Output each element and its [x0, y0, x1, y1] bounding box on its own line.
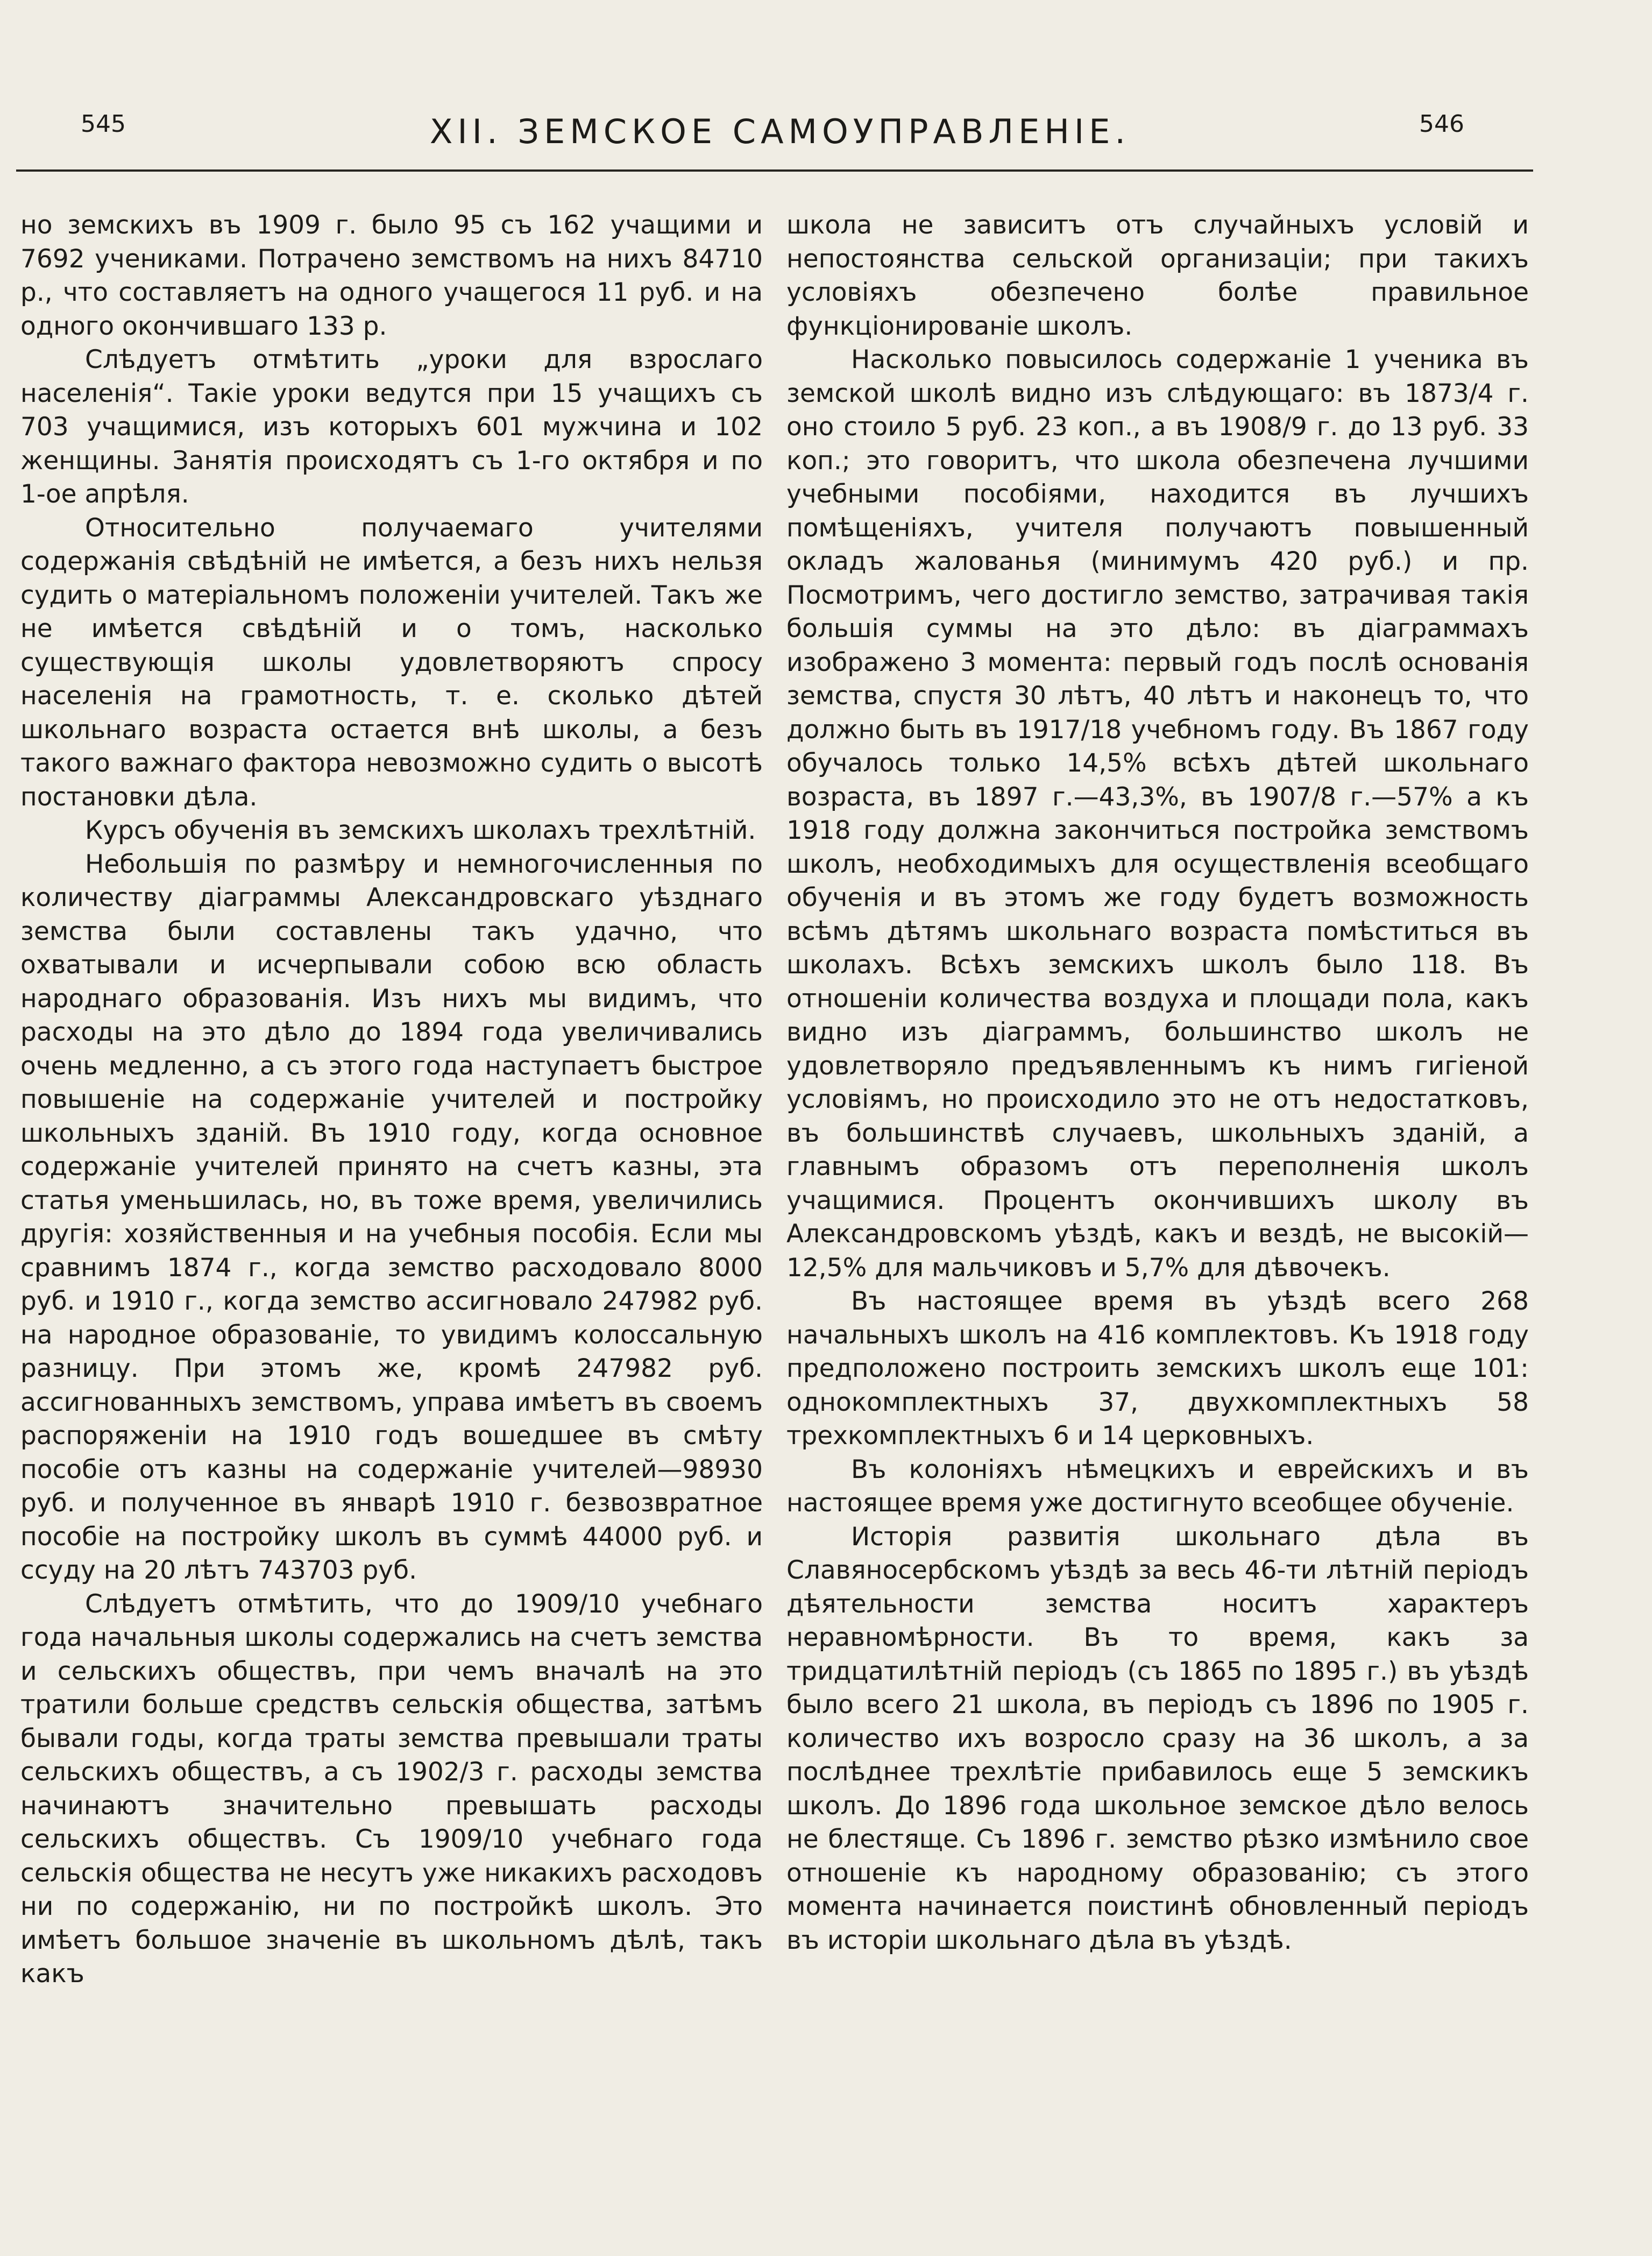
paragraph: школа не зависитъ отъ случайныхъ условій и непостоянства сельской организаціи; при такихъ условіяхъ обезпечено болѣе правильное функціонированіе школъ. [786, 210, 1529, 341]
page-number-right: 546 [1419, 110, 1464, 138]
header-rule [16, 169, 1533, 172]
paragraph: Насколько повысилось содержаніе 1 ученика въ земской школѣ видно изъ слѣдующаго: въ 1873/4 г. оно стоило 5 руб. 23 коп., а въ 1908/9 г. до 13 руб. 33 коп.; это говоритъ, что школа обезпечена лучшими учебными пособіями, находится въ лучшихъ помѣщеніяхъ, учителя получаютъ повышенный окладъ жалованья (минимумъ 420 руб.) и пр. Посмотримъ, чего достигло земство, затрачивая такія большія суммы на это дѣло: въ діаграммахъ изображено 3 момента: первый годъ послѣ основанія земства, спустя 30 лѣтъ, 40 лѣтъ и наконецъ то, что должно быть въ 1917/18 учебномъ году. Въ 1867 году обучалось только 14,5% всѣхъ дѣтей школьнаго возраста, въ 1897 г.—43,3%, въ 1907/8 г.—57% а къ 1918 году должна закончиться постройка земствомъ школъ, необходимыхъ для осуществленія всеобщаго обученія и въ этомъ же году будетъ возможность всѣмъ дѣтямъ школьнаго возраста помѣститься въ школахъ. Всѣхъ земскихъ школъ было 118. Въ отношеніи количества воздуха и площади пола, какъ видно изъ діаграммъ, большинство школъ не удовлетворяло предъявленнымъ къ нимъ гигіеной условіямъ, но происходило это не отъ недостатковъ, въ большинствѣ случаевъ, школьныхъ зданій, а главнымъ образомъ отъ переполненія школъ учащимися. Процентъ окончившихъ школу въ Александровскомъ уѣздѣ, какъ и вездѣ, не высокій—12,5% для мальчиковъ и 5,7% для дѣвочекъ. [786, 345, 1529, 1283]
paragraph: Слѣдуетъ отмѣтить, что до 1909/10 учебнаго года начальныя школы содержались на счетъ земства и сельскихъ обществъ, при чемъ вначалѣ на это тратили больше средствъ сельскія общества, затѣмъ бывали годы, когда траты земства превышали траты сельскихъ обществъ, а съ 1902/3 г. расходы земства начинаютъ значительно превышать расходы сельскихъ обществъ. Съ 1909/10 учебнаго года сельскія общества не несутъ уже никакихъ расходовъ ни по содержанію, ни по постройкѣ школъ. Это имѣетъ большое значеніе въ школьномъ дѣлѣ, такъ какъ [20, 1589, 763, 1989]
paragraph: Курсъ обученія въ земскихъ школахъ трехлѣтній. [85, 816, 756, 845]
left-column [20, 209, 763, 1991]
paragraph: Исторія развитія школьнаго дѣла въ Славяносербскомъ уѣздѣ за весь 46-ти лѣтній періодъ дѣятельности земства носитъ характеръ неравномѣрности. Въ то время, какъ за тридцатилѣтній періодъ (съ 1865 по 1895 г.) въ уѣздѣ было всего 21 школа, въ періодъ съ 1896 по 1905 г. количество ихъ возросло сразу на 36 школъ, а за послѣднее трехлѣтіе прибавилось еще 5 земскикъ школъ. До 1896 года школьное земское дѣло велось не блестяще. Съ 1896 г. земство рѣзко измѣнило свое отношеніе къ народному образованію; съ этого момента начинается поистинѣ обновленный періодъ въ исторіи школьнаго дѣла въ уѣздѣ. [786, 1522, 1529, 1955]
paragraph: Слѣдуетъ отмѣтить „уроки для взрослаго населенія“. Такіе уроки ведутся при 15 учащихъ съ 703 учащимися, изъ которыхъ 601 мужчина и 102 женщины. Занятія происходятъ съ 1-го октября и по 1-ое апрѣля. [20, 345, 763, 509]
paragraph: Небольшія по размѣру и немногочисленныя по количеству діаграммы Александровскаго уѣзднаго земства были составлены такъ удачно, что охватывали и исчерпывали собою всю область народнаго образованія. Изъ нихъ мы видимъ, что расходы на это дѣло до 1894 года увеличивались очень медленно, а съ этого года наступаетъ быстрое повышеніе на содержаніе учителей и постройку школьныхъ зданій. Въ 1910 году, когда основное содержаніе учителей принято на счетъ казны, эта статья уменьшилась, но, въ тоже время, увеличились другія: хозяйственныя и на учебныя пособія. Если мы сравнимъ 1874 г., когда земство расходовало 8000 руб. и 1910 г., когда земство ассигновало 247982 руб. на народное образованіе, то увидимъ колоссальную разницу. При этомъ же, кромѣ 247982 руб. ассигнованныхъ земствомъ, управа имѣетъ въ своемъ распоряженіи на 1910 годъ вошедшее въ смѣту пособіе отъ казны на содержаніе учителей—98930 руб. и полученное въ январѣ 1910 г. безвозвратное пособіе на постройку школъ въ суммѣ 44000 руб. и ссуду на 20 лѣтъ 743703 руб. [20, 849, 763, 1585]
page-number-left: 545 [81, 110, 126, 138]
paragraph: но земскихъ въ 1909 г. было 95 съ 162 учащими и 7692 учениками. Потрачено земствомъ на нихъ 84710 р., что составляетъ на одного учащегося 11 руб. и на одного окончившаго 133 р. [20, 210, 763, 341]
running-title: XII. ЗЕМСКОЕ САМОУПРАВЛЕНІЕ. [429, 112, 1131, 151]
paragraph: Относительно получаемаго учителями содержанія свѣдѣній не имѣется, а безъ нихъ нельзя судить о матеріальномъ положеніи учителей. Такъ же не имѣется свѣдѣній и о томъ, насколько существующія школы удовлетворяютъ спросу населенія на грамотность, т. е. сколько дѣтей школьнаго возраста остается внѣ школы, а безъ такого важнаго фактора невозможно судить о высотѣ постановки дѣла. [20, 513, 763, 812]
paragraph: Въ колоніяхъ нѣмецкихъ и еврейскихъ и въ настоящее время уже достигнуто всеобщее обученіе. [786, 1454, 1529, 1518]
paragraph: Въ настоящее время въ уѣздѣ всего 268 начальныхъ школъ на 416 комплектовъ. Къ 1918 году предположено построить земскихъ школъ еще 101: однокомплектныхъ 37, двухкомплектныхъ 58 трехкомплектныхъ 6 и 14 церковныхъ. [786, 1286, 1529, 1451]
right-column [786, 209, 1529, 1957]
page-header [0, 0, 1652, 178]
